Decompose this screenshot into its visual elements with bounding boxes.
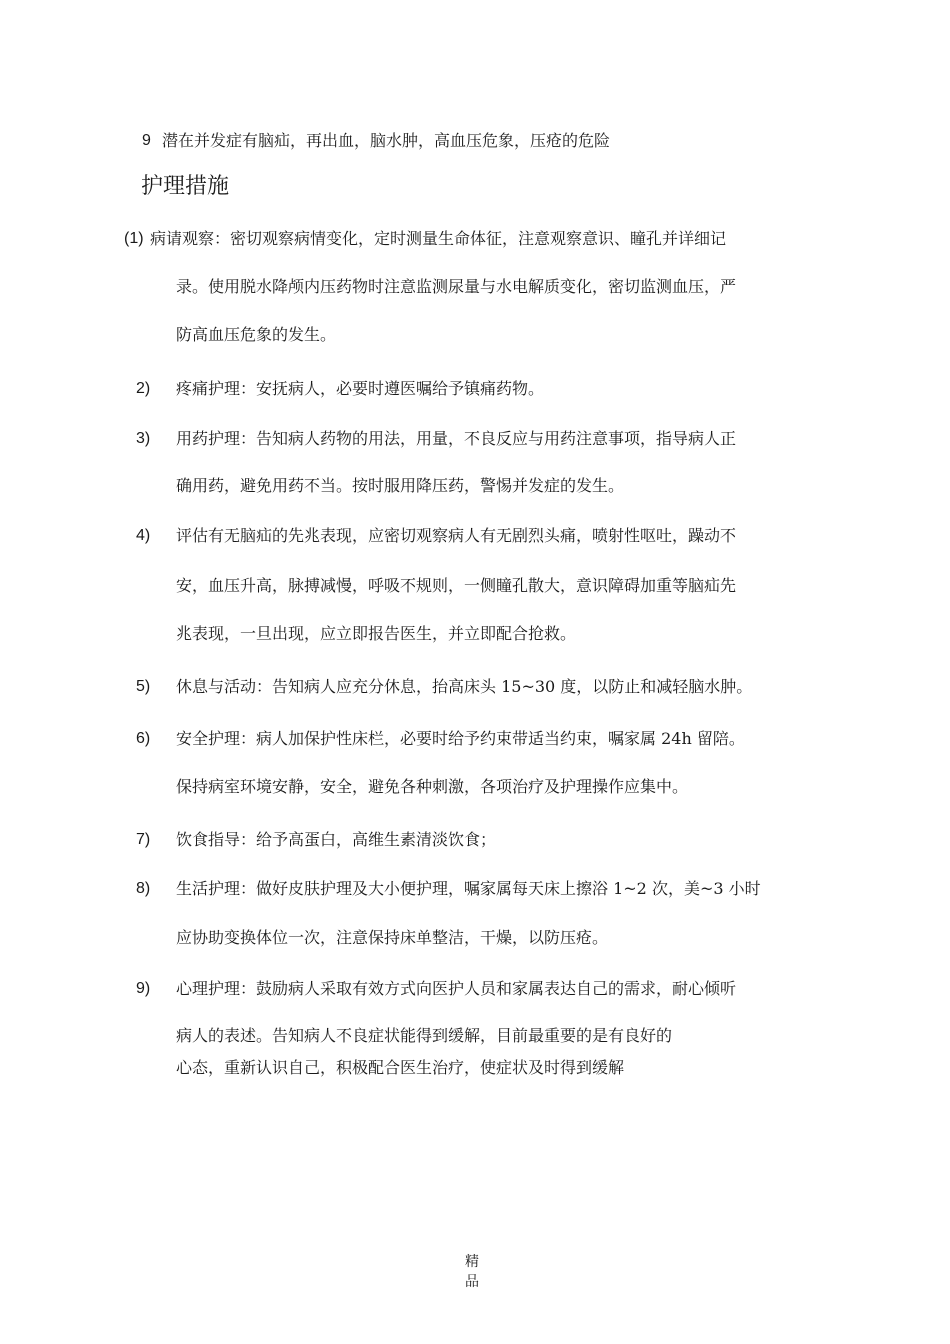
item-number: 3) bbox=[136, 430, 151, 447]
item-number: 7) bbox=[136, 831, 151, 848]
item-line: 应协助变换体位一次，注意保持床单整洁，干燥，以防压疮。 bbox=[176, 928, 609, 947]
item-line: 饮食指导：给予高蛋白，高维生素清淡饮食； bbox=[176, 830, 497, 849]
item-line: 防高血压危象的发生。 bbox=[176, 325, 337, 344]
item-line: 用药护理：告知病人药物的用法，用量，不良反应与用药注意事项，指导病人正 bbox=[176, 429, 737, 448]
item-line: 病请观察：密切观察病情变化，定时测量生命体征，注意观察意识、瞳孔并详细记 bbox=[150, 229, 727, 248]
item-line: 疼痛护理：安抚病人，必要时遵医嘱给予镇痛药物。 bbox=[176, 379, 545, 398]
intro-text: 潜在并发症有脑疝，再出血，脑水肿，高血压危象，压疮的危险 bbox=[162, 131, 611, 150]
item-line: 病人的表述。告知病人不良症状能得到缓解，目前最重要的是有良好的 bbox=[176, 1026, 673, 1045]
item-line: 心理护理：鼓励病人采取有效方式向医护人员和家属表达自己的需求，耐心倾听 bbox=[176, 979, 737, 998]
item-line: 保持病室环境安静，安全，避免各种刺激，各项治疗及护理操作应集中。 bbox=[176, 777, 689, 796]
item-line: 生活护理：做好皮肤护理及大小便护理，嘱家属每天床上擦浴 1~2 次，美~3 小时 bbox=[176, 879, 761, 898]
item-line: 安，血压升高，脉搏减慢，呼吸不规则，一侧瞳孔散大，意识障碍加重等脑疝先 bbox=[176, 576, 737, 595]
item-number: (1) bbox=[124, 230, 144, 247]
item-number: 9) bbox=[136, 980, 151, 997]
item-line: 休息与活动：告知病人应充分休息，抬高床头 15~30 度，以防止和减轻脑水肿。 bbox=[176, 677, 753, 696]
item-number: 6) bbox=[136, 730, 151, 747]
section-heading: 护理措施 bbox=[141, 174, 230, 199]
item-number: 8) bbox=[136, 880, 151, 897]
item-line: 安全护理：病人加保护性床栏，必要时给予约束带适当约束，嘱家属 24h 留陪。 bbox=[176, 729, 745, 748]
item-number: 4) bbox=[136, 527, 151, 544]
item-line: 录。使用脱水降颅内压药物时注意监测尿量与水电解质变化，密切监测血压，严 bbox=[176, 277, 737, 296]
item-line: 兆表现，一旦出现，应立即报告医生，并立即配合抢救。 bbox=[176, 624, 577, 643]
item-number: 2) bbox=[136, 380, 151, 397]
item-line: 确用药，避免用药不当。按时服用降压药，警惕并发症的发生。 bbox=[176, 476, 625, 495]
intro-number: 9 bbox=[142, 132, 151, 149]
page-footer: 精品 bbox=[465, 1254, 479, 1290]
item-line: 评估有无脑疝的先兆表现，应密切观察病人有无剧烈头痛，喷射性呕吐，躁动不 bbox=[176, 526, 737, 545]
item-number: 5) bbox=[136, 678, 151, 695]
item-line: 心态，重新认识自己，积极配合医生治疗，使症状及时得到缓解 bbox=[176, 1058, 625, 1077]
